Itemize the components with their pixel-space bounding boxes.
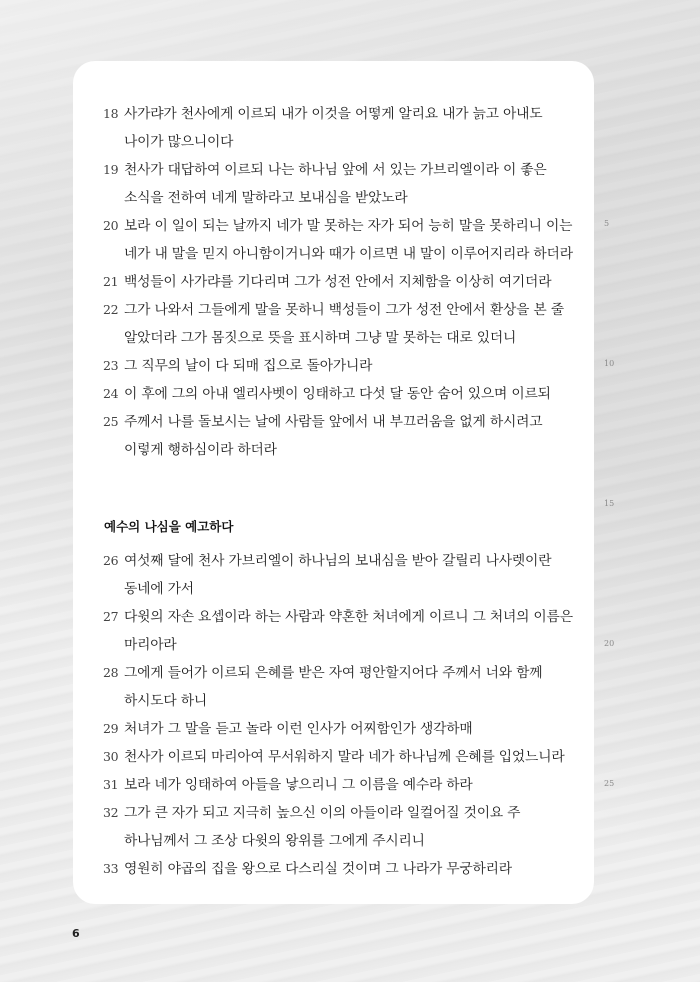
verse-text: 다윗의 자손 요셉이라 하는 사람과 약혼한 처녀에게 이르니 그 처녀의 이름은 마리아라 bbox=[124, 609, 573, 653]
verse-30 bbox=[103, 743, 573, 771]
verse-25 bbox=[103, 408, 573, 464]
verse-number: 25 bbox=[103, 414, 119, 429]
verse-22 bbox=[103, 296, 573, 352]
verse-list-section-one bbox=[103, 100, 573, 464]
line-marker-15: 15 bbox=[604, 499, 615, 508]
verse-text: 그에게 들어가 이르되 은혜를 받은 자여 평안할지어다 주께서 너와 함께 하시도다 하니 bbox=[124, 665, 543, 709]
verse-20 bbox=[103, 212, 573, 268]
verse-text: 그가 큰 자가 되고 지극히 높으신 이의 아들이라 일컬어질 것이요 주 하나님께서 그 조상 다윗의 왕위를 그에게 주시리니 bbox=[124, 805, 521, 849]
verse-23 bbox=[103, 352, 573, 380]
line-marker-20: 20 bbox=[604, 639, 615, 648]
verse-number: 26 bbox=[103, 553, 119, 568]
verse-text: 백성들이 사가랴를 기다리며 그가 성전 안에서 지체함을 이상히 여기더라 bbox=[124, 274, 552, 290]
verse-number: 24 bbox=[103, 386, 119, 401]
verse-number: 18 bbox=[103, 106, 119, 121]
verse-text: 천사가 대답하여 이르되 나는 하나님 앞에 서 있는 가브리엘이라 이 좋은 소식을 전하여 네게 말하라고 보내심을 받았노라 bbox=[124, 162, 547, 206]
verse-number: 29 bbox=[103, 721, 119, 736]
verse-number: 19 bbox=[103, 162, 119, 177]
verse-number: 27 bbox=[103, 609, 119, 624]
verse-text: 천사가 이르되 마리아여 무서워하지 말라 네가 하나님께 은혜를 입었느니라 bbox=[124, 749, 565, 765]
verse-text: 그가 나와서 그들에게 말을 못하니 백성들이 그가 성전 안에서 환상을 본 줄 알았더라 그가 몸짓으로 뜻을 표시하며 그냥 말 못하는 대로 있더니 bbox=[124, 302, 564, 346]
verse-29 bbox=[103, 715, 573, 743]
verse-21 bbox=[103, 268, 573, 296]
verse-text: 주께서 나를 돌보시는 날에 사람들 앞에서 내 부끄러움을 없게 하시려고 이렇게 행하심이라 하더라 bbox=[124, 414, 543, 458]
verse-27 bbox=[103, 603, 573, 659]
line-marker-5: 5 bbox=[604, 219, 610, 228]
line-marker-10: 10 bbox=[604, 359, 615, 368]
line-marker-25: 25 bbox=[604, 779, 615, 788]
section-heading: 예수의 나심을 예고하다 bbox=[104, 519, 234, 534]
verse-number: 21 bbox=[103, 274, 119, 289]
verse-number: 22 bbox=[103, 302, 119, 317]
verse-text: 사가랴가 천사에게 이르되 내가 이것을 어떻게 알리요 내가 늙고 아내도 나이가 많으니이다 bbox=[124, 106, 543, 150]
verse-number: 31 bbox=[103, 777, 119, 792]
verse-18 bbox=[103, 100, 573, 156]
verse-text: 보라 네가 잉태하여 아들을 낳으리니 그 이름을 예수라 하라 bbox=[124, 777, 473, 793]
verse-text: 이 후에 그의 아내 엘리사벳이 잉태하고 다섯 달 동안 숨어 있으며 이르되 bbox=[124, 386, 551, 402]
verse-number: 28 bbox=[103, 665, 119, 680]
verse-text: 처녀가 그 말을 듣고 놀라 이런 인사가 어찌함인가 생각하매 bbox=[124, 721, 473, 737]
verse-33 bbox=[103, 855, 573, 883]
verse-28 bbox=[103, 659, 573, 715]
verse-number: 32 bbox=[103, 805, 119, 820]
verse-number: 20 bbox=[103, 218, 119, 233]
page-number: 6 bbox=[72, 927, 80, 940]
verse-text: 그 직무의 날이 다 되매 집으로 돌아가니라 bbox=[124, 358, 373, 374]
verse-19 bbox=[103, 156, 573, 212]
verse-32 bbox=[103, 799, 573, 855]
verse-26 bbox=[103, 547, 573, 603]
verse-number: 30 bbox=[103, 749, 119, 764]
verse-24 bbox=[103, 380, 573, 408]
verse-text: 여섯째 달에 천사 가브리엘이 하나님의 보내심을 받아 갈릴리 나사렛이란 동네에 가서 bbox=[124, 553, 552, 597]
verse-text: 영원히 야곱의 집을 왕으로 다스리실 것이며 그 나라가 무궁하리라 bbox=[124, 861, 512, 877]
verse-text: 보라 이 일이 되는 날까지 네가 말 못하는 자가 되어 능히 말을 못하리니 이는 네가 내 말을 믿지 아니함이거니와 때가 이르면 내 말이 이루어지리라 하더라 bbox=[124, 218, 573, 262]
verse-number: 23 bbox=[103, 358, 119, 373]
verse-list-section-two bbox=[103, 547, 573, 883]
verse-number: 33 bbox=[103, 861, 119, 876]
verse-31 bbox=[103, 771, 573, 799]
